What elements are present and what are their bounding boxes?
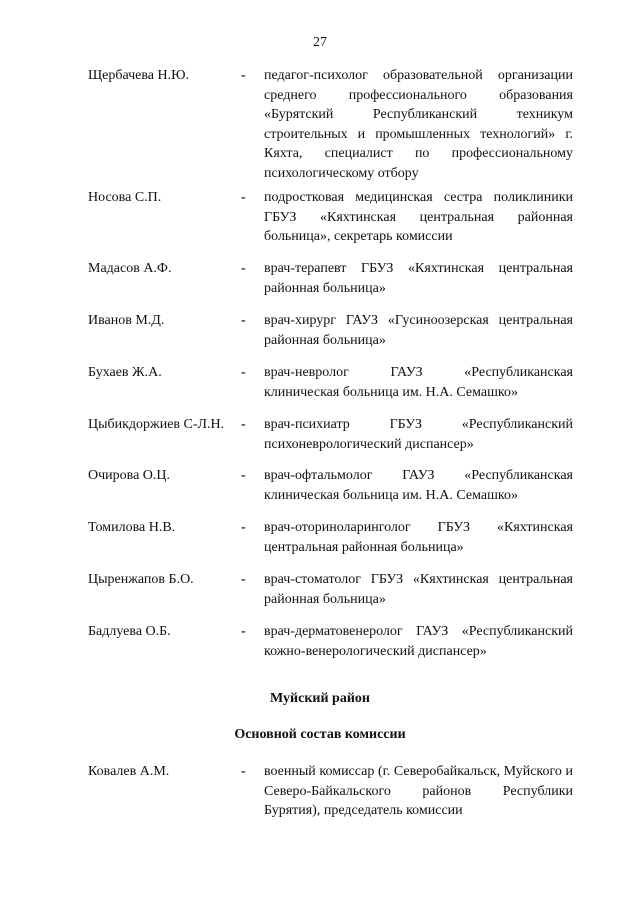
member-description: врач-невролог ГАУЗ «Республиканская клиническая больница им. Н.А. Семашко» <box>264 365 573 400</box>
member-name: Очирова О.Ц. <box>88 468 171 483</box>
member-name: Цыбикдоржиев С-Л.Н. <box>88 417 225 432</box>
member-description: врач-хирург ГАУЗ «Гусиноозерская центральная районная больница» <box>264 313 573 348</box>
member-dash: - <box>241 417 246 432</box>
member-description: педагог-психолог образовательной организации среднего профессионального образования «Бурятский Республиканский техникум строительных и промышленных технологий» г. Кяхта, специалист по профессиональному психологическому отбору <box>264 68 573 181</box>
member-dash: - <box>241 624 246 639</box>
member-name: Носова С.П. <box>88 190 162 205</box>
member-description: врач-офтальмолог ГАУЗ «Республиканская клиническая больница им. Н.А. Семашко» <box>264 468 573 503</box>
member-dash: - <box>241 313 246 328</box>
district-heading: Муйский район <box>270 691 370 706</box>
member-name: Мадасов А.Ф. <box>88 261 172 276</box>
member-name: Ковалев А.М. <box>88 764 170 779</box>
member-dash: - <box>241 365 246 380</box>
member-description: врач-стоматолог ГБУЗ «Кяхтинская центральная районная больница» <box>264 572 573 607</box>
member-name: Томилова Н.В. <box>88 520 176 535</box>
member-name: Бадлуева О.Б. <box>88 624 171 639</box>
member-dash: - <box>241 468 246 483</box>
member-description: врач-терапевт ГБУЗ «Кяхтинская центральная районная больница» <box>264 261 573 296</box>
member-name: Цыренжапов Б.О. <box>88 572 194 587</box>
member-dash: - <box>241 572 246 587</box>
member-name: Щербачева Н.Ю. <box>88 68 190 83</box>
member-description: врач-дерматовенеролог ГАУЗ «Республиканский кожно-венерологический диспансер» <box>264 624 573 659</box>
member-dash: - <box>241 68 246 83</box>
member-name: Бухаев Ж.А. <box>88 365 162 380</box>
member-description: врач-психиатр ГБУЗ «Республиканский психоневрологический диспансер» <box>264 417 573 452</box>
member-dash: - <box>241 520 246 535</box>
page-number: 27 <box>313 35 327 50</box>
member-description: подростковая медицинская сестра поликлиники ГБУЗ «Кяхтинская центральная районная больница», секретарь комиссии <box>264 190 573 244</box>
composition-heading: Основной состав комиссии <box>234 727 406 742</box>
member-dash: - <box>241 764 246 779</box>
member-name: Иванов М.Д. <box>88 313 165 328</box>
member-description: врач-оториноларинголог ГБУЗ «Кяхтинская центральная районная больница» <box>264 520 573 555</box>
member-description: военный комиссар (г. Северобайкальск, Муйского и Северо-Байкальского районов Республики Бурятия), председатель комиссии <box>264 764 573 818</box>
member-dash: - <box>241 261 246 276</box>
member-dash: - <box>241 190 246 205</box>
